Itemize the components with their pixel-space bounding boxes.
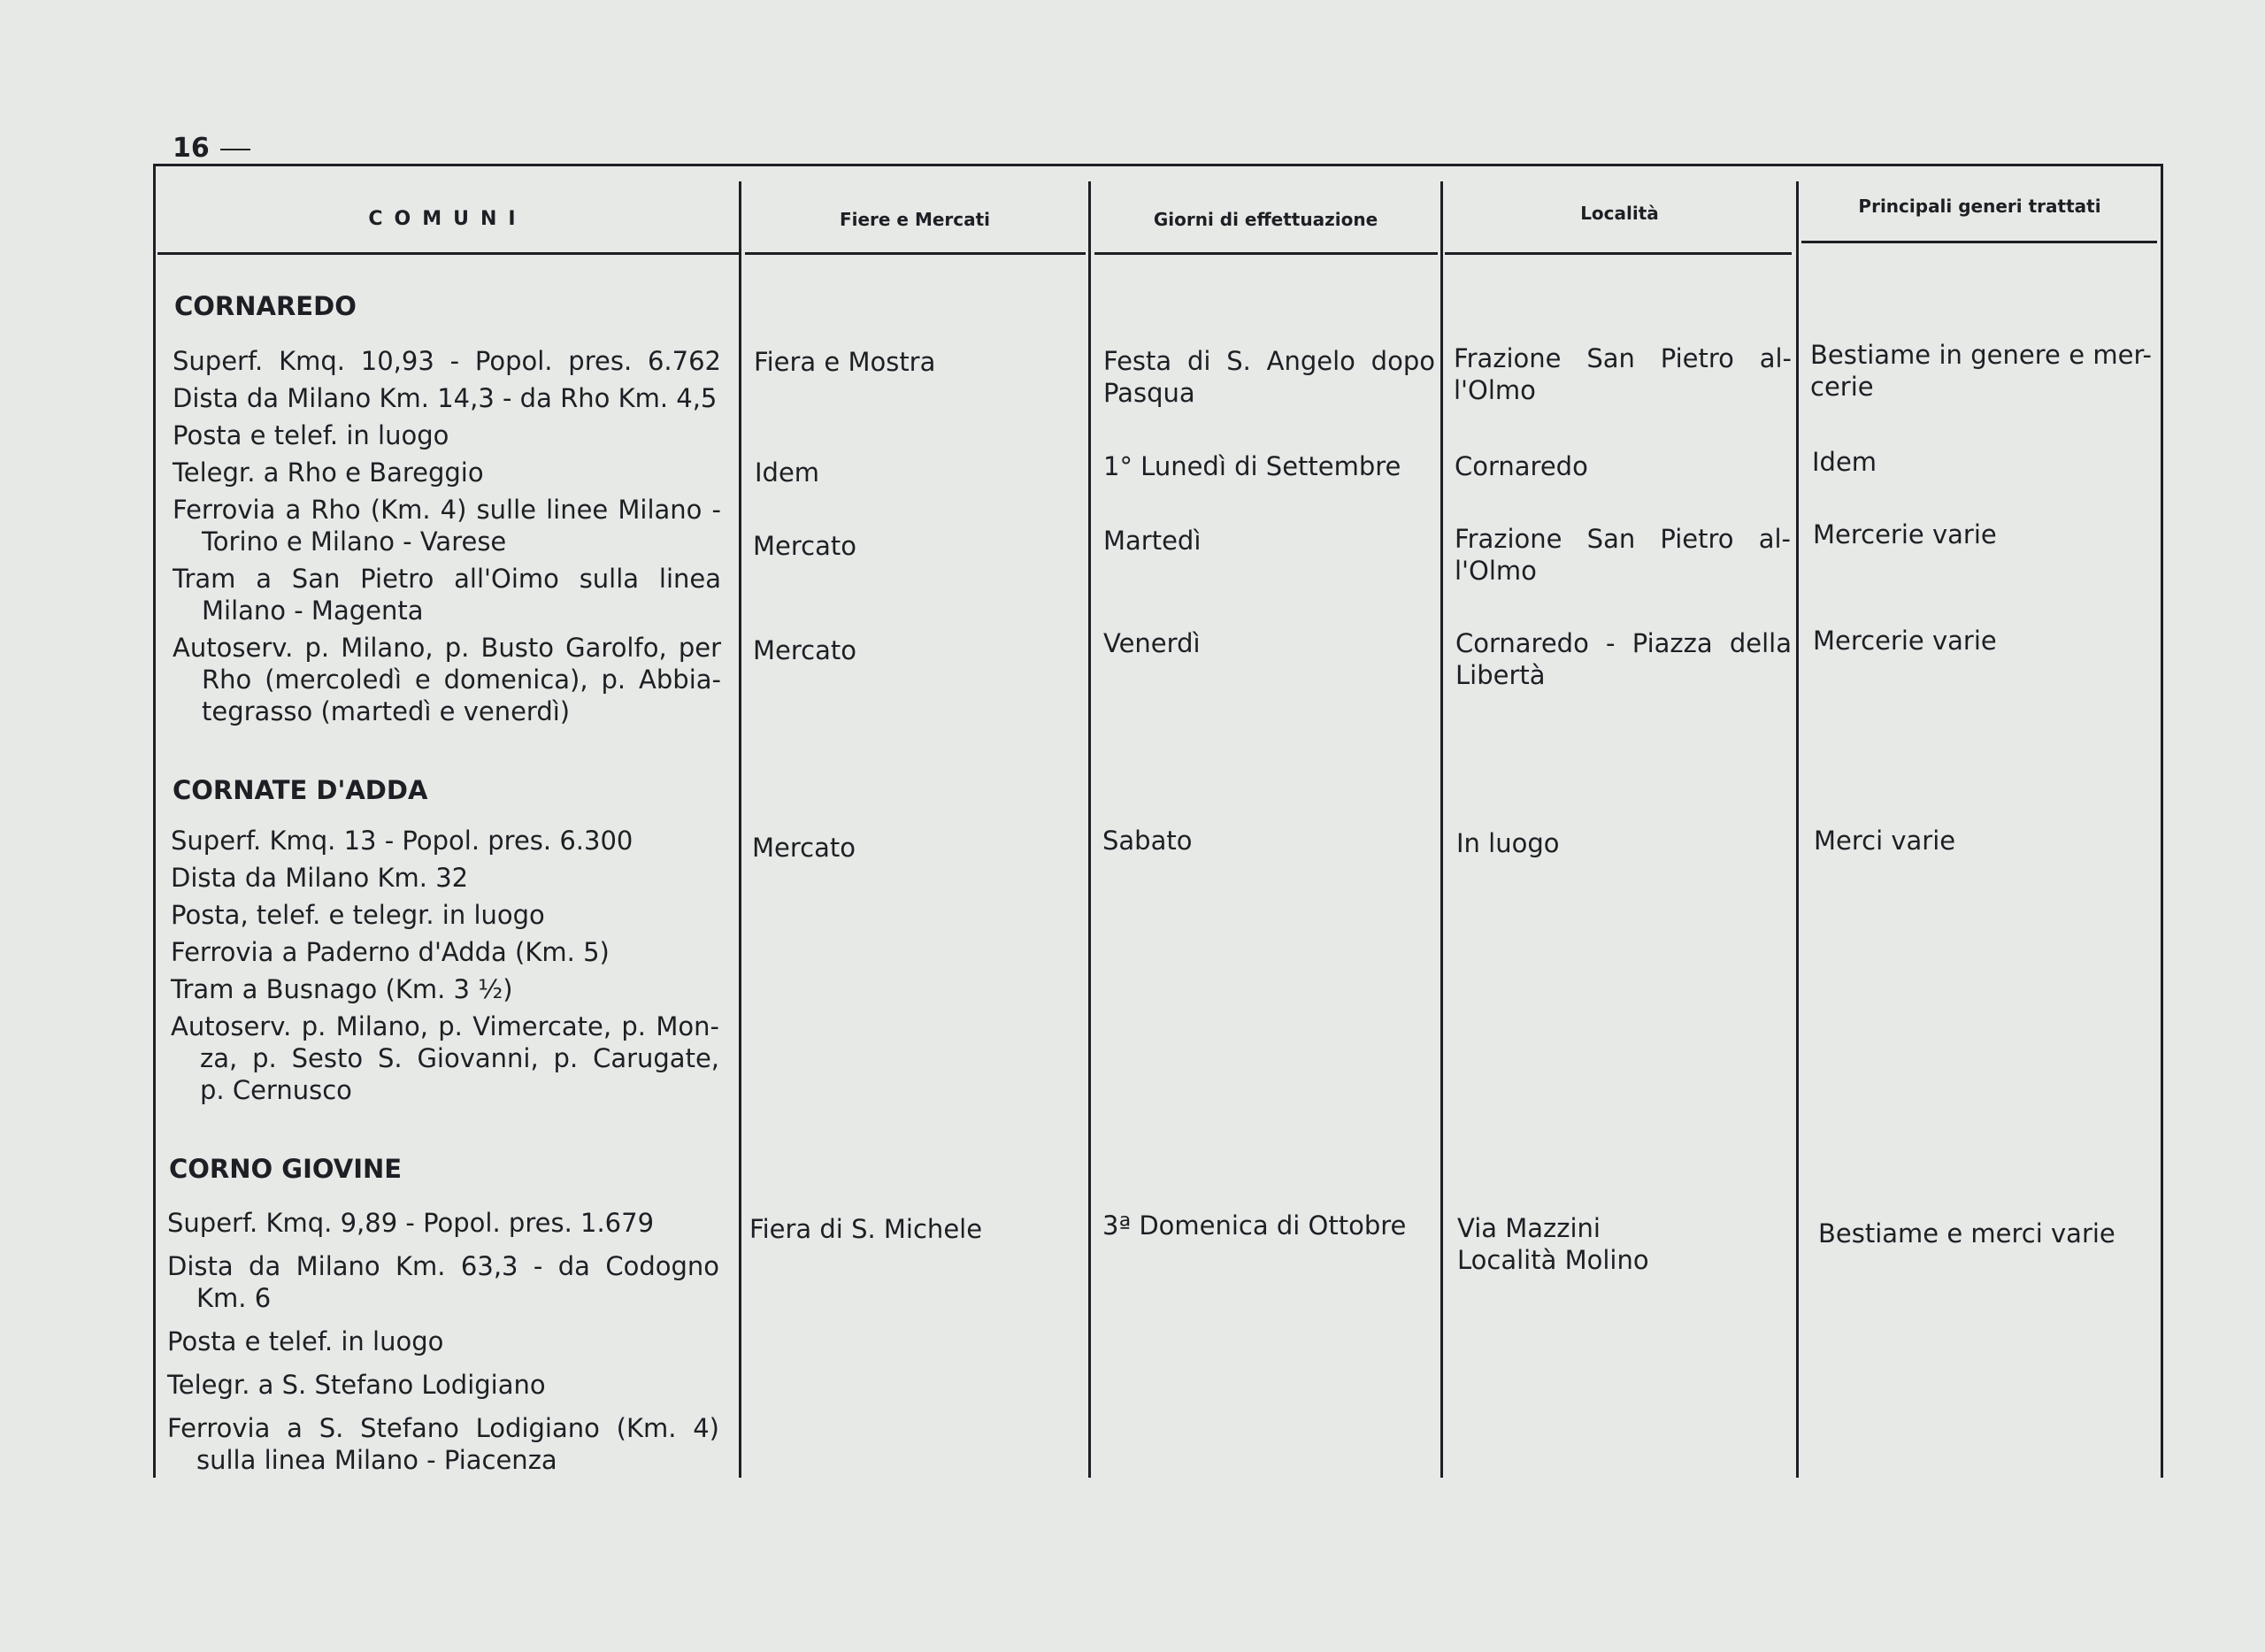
info-line: Autoserv. p. Milano, p. Vimercate, p. Mon-: [171, 1011, 719, 1041]
info-line: Ferrovia a Rho (Km. 4) sulle linee Milano -: [173, 495, 721, 525]
column-divider: [739, 181, 741, 1478]
localita-cell: Via Mazzini Località Molino: [1457, 1213, 1649, 1275]
info-line: Autoserv. p. Milano, p. Busto Garolfo, per: [173, 633, 721, 663]
info-line: Superf. Kmq. 10,93 - Popol. pres. 6.762: [173, 346, 721, 376]
column-header-giorni: Giorni di effettuazione: [1153, 208, 1378, 230]
column-header-localita: Località: [1580, 202, 1659, 224]
localita-cell: Cornaredo - Piazza della Libertà: [1455, 628, 1792, 690]
comune-name: CORNAREDO: [174, 291, 357, 321]
column-header-comuni: COMUNI: [368, 208, 527, 230]
giorni-cell: Venerdì: [1103, 628, 1201, 658]
generi-cell: Mercerie varie: [1813, 626, 1997, 656]
comune-name: CORNO GIOVINE: [169, 1154, 403, 1184]
comune-info: [171, 825, 719, 1106]
comune-name: CORNATE D'ADDA: [173, 775, 428, 805]
giorni-cell: 3ª Domenica di Ottobre: [1102, 1210, 1407, 1241]
info-line: Milano - Magenta: [202, 595, 424, 626]
generi-cell: Bestiame e merci varie: [1818, 1218, 2115, 1249]
fiera-cell: Mercato: [753, 531, 856, 561]
giorni-cell: 1° Lunedì di Settembre: [1103, 451, 1401, 481]
localita-cell: Frazione San Pietro al- l'Olmo: [1454, 343, 1792, 405]
column-header-fiere: Fiere e Mercati: [839, 208, 991, 230]
header-underline: [1094, 252, 1438, 255]
giorni-cell: Sabato: [1102, 826, 1193, 856]
comune-info: [173, 345, 721, 727]
header-underline: [1801, 241, 2157, 243]
table-top-border: [153, 164, 2161, 166]
fiera-cell: Fiera di S. Michele: [749, 1214, 983, 1244]
info-line: Posta, telef. e telegr. in luogo: [171, 900, 545, 930]
info-line: Posta e telef. in luogo: [167, 1326, 444, 1356]
info-line: Torino e Milano - Varese: [202, 526, 507, 557]
column-divider: [1796, 181, 1799, 1478]
generi-cell: Bestiame in genere e mer- cerie: [1810, 340, 2152, 402]
generi-cell: Merci varie: [1814, 826, 1956, 856]
info-line: Ferrovia a Paderno d'Adda (Km. 5): [171, 937, 610, 967]
header-underline: [157, 252, 739, 255]
info-line: Rho (mercoledì e domenica), p. Abbia-: [202, 665, 721, 695]
column-divider: [1088, 181, 1091, 1478]
column-header-generi: Principali generi trattati: [1858, 195, 2101, 217]
info-line: Tram a Busnago (Km. 3 ½): [171, 974, 513, 1004]
info-line: Dista da Milano Km. 32: [171, 863, 469, 893]
info-line: Superf. Kmq. 13 - Popol. pres. 6.300: [171, 826, 633, 856]
localita-cell: Cornaredo: [1455, 451, 1588, 481]
localita-cell: In luogo: [1456, 828, 1560, 858]
column-divider: [1440, 181, 1443, 1478]
info-line: Tram a San Pietro all'Oimo sulla linea: [173, 564, 721, 594]
page-number: 16: [173, 133, 250, 164]
generi-cell: Idem: [1812, 447, 1877, 477]
info-line: Dista da Milano Km. 63,3 - da Codogno: [167, 1251, 719, 1281]
info-line: Telegr. a S. Stefano Lodigiano: [167, 1370, 546, 1400]
info-line: tegrasso (martedì e venerdì): [202, 696, 571, 726]
info-line: Superf. Kmq. 9,89 - Popol. pres. 1.679: [167, 1208, 655, 1238]
giorni-cell: Martedì: [1103, 526, 1202, 556]
fiera-cell: Fiera e Mostra: [754, 347, 936, 377]
fiera-cell: Idem: [755, 457, 820, 488]
info-line: Dista da Milano Km. 14,3 - da Rho Km. 4,5: [173, 383, 718, 413]
table-left-border: [153, 164, 156, 1478]
fiera-cell: Mercato: [753, 635, 856, 665]
info-line: Ferrovia a S. Stefano Lodigiano (Km. 4): [167, 1413, 719, 1443]
info-line: sulla linea Milano - Piacenza: [196, 1445, 557, 1475]
info-line: za, p. Sesto S. Giovanni, p. Carugate,: [200, 1043, 719, 1073]
generi-cell: Mercerie varie: [1813, 519, 1997, 549]
header-underline: [745, 252, 1086, 255]
info-line: p. Cernusco: [200, 1075, 352, 1105]
info-line: Posta e telef. in luogo: [173, 420, 449, 450]
fiera-cell: Mercato: [752, 833, 856, 863]
column-divider: [2161, 164, 2163, 1478]
info-line: Km. 6: [196, 1283, 272, 1313]
header-underline: [1445, 252, 1792, 255]
info-line: Telegr. a Rho e Bareggio: [173, 457, 484, 488]
giorni-cell: Festa di S. Angelo dopo Pasqua: [1103, 346, 1435, 408]
comune-info: [167, 1207, 719, 1476]
localita-cell: Frazione San Pietro al- l'Olmo: [1455, 524, 1791, 586]
